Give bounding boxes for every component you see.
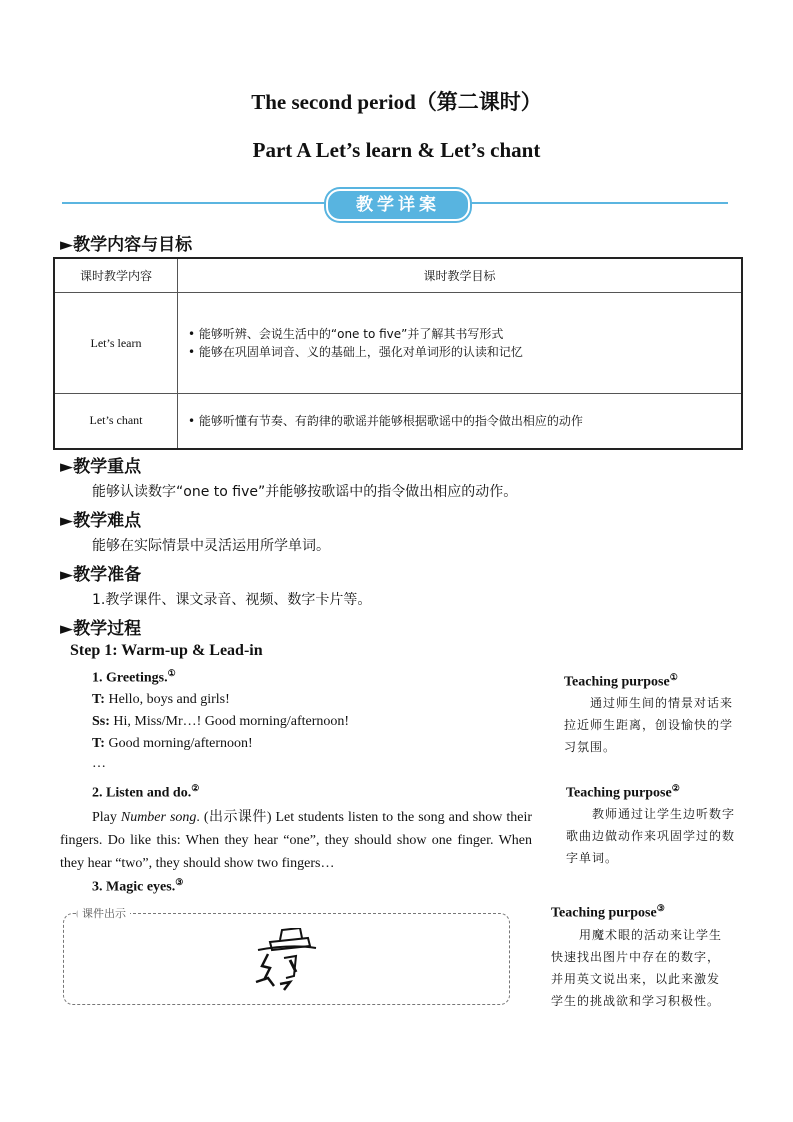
dialog-line: T: Good morning/afternoon!	[92, 736, 253, 751]
goals-table	[53, 257, 743, 450]
table-cell-goals	[178, 293, 743, 394]
table-row	[54, 293, 742, 394]
goal-line: • 能够听懂有节奏、有韵律的歌谣并能够根据歌谣中的指令做出相应的动作	[188, 414, 583, 429]
table-row	[54, 394, 742, 449]
heading-preparation: ►教学准备	[60, 565, 142, 585]
footnote-mark: ③	[175, 877, 184, 887]
dialog-line: Ss: Hi, Miss/Mr…! Good morning/afternoon!	[92, 714, 350, 729]
heading-key-points: ►教学重点	[60, 457, 142, 477]
item-magic-eyes-title: 3. Magic eyes.③	[92, 877, 184, 895]
section-banner: 教学详案	[326, 189, 470, 221]
item-listen-do-title: 2. Listen and do.②	[92, 783, 200, 801]
dialog-line: T: Hello, boys and girls!	[92, 692, 230, 707]
key-points-text: 能够认读数字“one to five”并能够按歌谣中的指令做出相应的动作。	[92, 484, 518, 500]
teaching-purpose-text: 教师通过让学生边听数字歌曲边做动作来巩固学过的数字单词。	[566, 807, 736, 865]
banner-rule-left	[62, 202, 327, 204]
page-subtitle: Part A Let’s learn & Let’s chant	[252, 138, 541, 162]
footnote-mark: ①	[167, 668, 176, 678]
teaching-purpose-text: 通过师生间的情景对话来拉近师生距离，创设愉快的学习氛围。	[564, 696, 734, 754]
magic-eyes-figure	[250, 928, 330, 992]
teaching-purpose-text: 用魔术眼的活动来让学生快速找出图片中存在的数字，并用英文说出来，以此来激发学生的挑战欲和学习积极性。	[551, 928, 723, 1008]
banner-rule-right	[466, 202, 728, 204]
table-header-row	[54, 258, 742, 293]
courseware-label: 课件出示	[78, 905, 130, 921]
page-title: The second period（第二课时）	[251, 90, 542, 114]
teaching-purpose-title: Teaching purpose③	[551, 903, 665, 921]
table-cell-content: Let’s chant	[54, 394, 178, 449]
goal-line: • 能够听辨、会说生活中的“one to five”并了解其书写形式	[188, 327, 504, 341]
heading-process: ►教学过程	[60, 619, 142, 639]
heading-content-goals: ►教学内容与目标	[60, 235, 193, 255]
preparation-text: 1.教学课件、课文录音、视频、数字卡片等。	[92, 592, 372, 608]
teaching-purpose-title: Teaching purpose②	[566, 783, 680, 801]
listen-do-text: Play Number song. (出示课件) Let students listen to the song and show their fingers. Do like this: When they hear “one”, they should show one finger. When they hear “two”, they should show two fingers…	[60, 810, 532, 871]
table-header-goals: 课时教学目标	[178, 258, 743, 293]
table-header-content: 课时教学内容	[54, 258, 178, 293]
table-cell-goals	[178, 394, 743, 449]
item-greetings-title: 1. Greetings.①	[92, 668, 176, 686]
footnote-mark: ②	[191, 783, 200, 793]
table-cell-content: Let’s learn	[54, 293, 178, 394]
goal-line: • 能够在巩固单词音、义的基础上，强化对单词形的认读和记忆	[188, 345, 523, 359]
difficulties-text: 能够在实际情景中灵活运用所学单词。	[92, 538, 330, 554]
dialog-ellipsis: …	[92, 756, 106, 771]
heading-difficulties: ►教学难点	[60, 511, 142, 531]
step-1-title: Step 1: Warm-up & Lead-in	[70, 642, 263, 659]
teaching-purpose-title: Teaching purpose①	[564, 672, 678, 690]
